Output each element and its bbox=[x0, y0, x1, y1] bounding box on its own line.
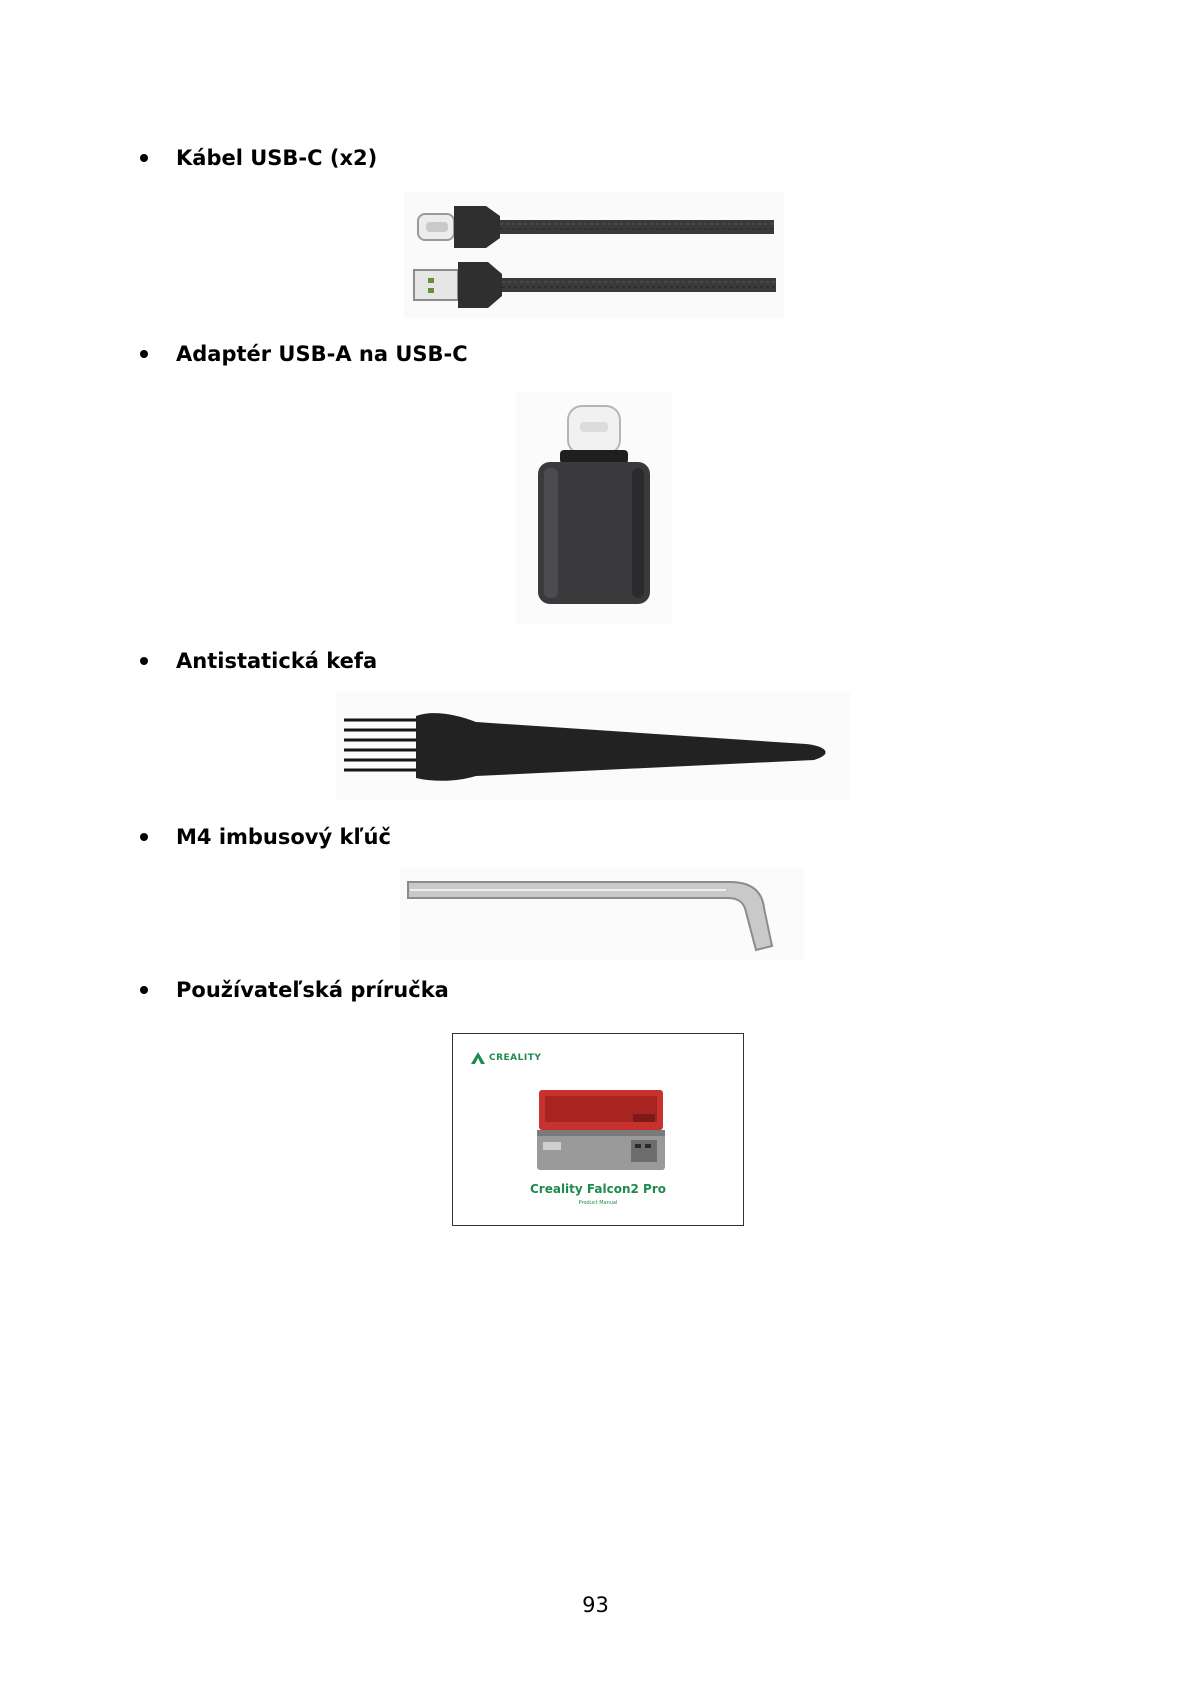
bullet-icon bbox=[140, 657, 148, 665]
item-label: M4 imbusový kľúč bbox=[176, 825, 391, 849]
bullet-icon bbox=[140, 833, 148, 841]
laser-engraver-image bbox=[535, 1088, 667, 1174]
list-item-antistatic-brush bbox=[140, 649, 377, 673]
list-item-usb-c-cable bbox=[140, 146, 377, 170]
user-manual-cover bbox=[452, 1033, 744, 1226]
list-item-hex-key bbox=[140, 825, 391, 849]
item-label: Používateľská príručka bbox=[176, 978, 449, 1002]
item-label: Antistatická kefa bbox=[176, 649, 378, 673]
usb-c-cable-image bbox=[404, 192, 784, 318]
creality-logo bbox=[471, 1052, 541, 1064]
list-item-user-manual bbox=[140, 978, 449, 1002]
page-number: 93 bbox=[582, 1593, 609, 1617]
creality-logo-icon bbox=[471, 1052, 485, 1064]
item-label: Kábel USB-C (x2) bbox=[176, 146, 378, 170]
bullet-icon bbox=[140, 154, 148, 162]
bullet-icon bbox=[140, 986, 148, 994]
item-label: Adaptér USB-A na USB-C bbox=[176, 342, 468, 366]
manual-subtitle: Product Manual bbox=[578, 1200, 618, 1206]
antistatic-brush-image bbox=[336, 692, 850, 800]
hex-key-image bbox=[400, 868, 804, 960]
usb-adapter-image bbox=[516, 392, 672, 624]
brand-name: CREALITY bbox=[489, 1053, 542, 1063]
manual-title: Creality Falcon2 Pro bbox=[529, 1182, 666, 1196]
list-item-usb-adapter bbox=[140, 342, 468, 366]
bullet-icon bbox=[140, 350, 148, 358]
